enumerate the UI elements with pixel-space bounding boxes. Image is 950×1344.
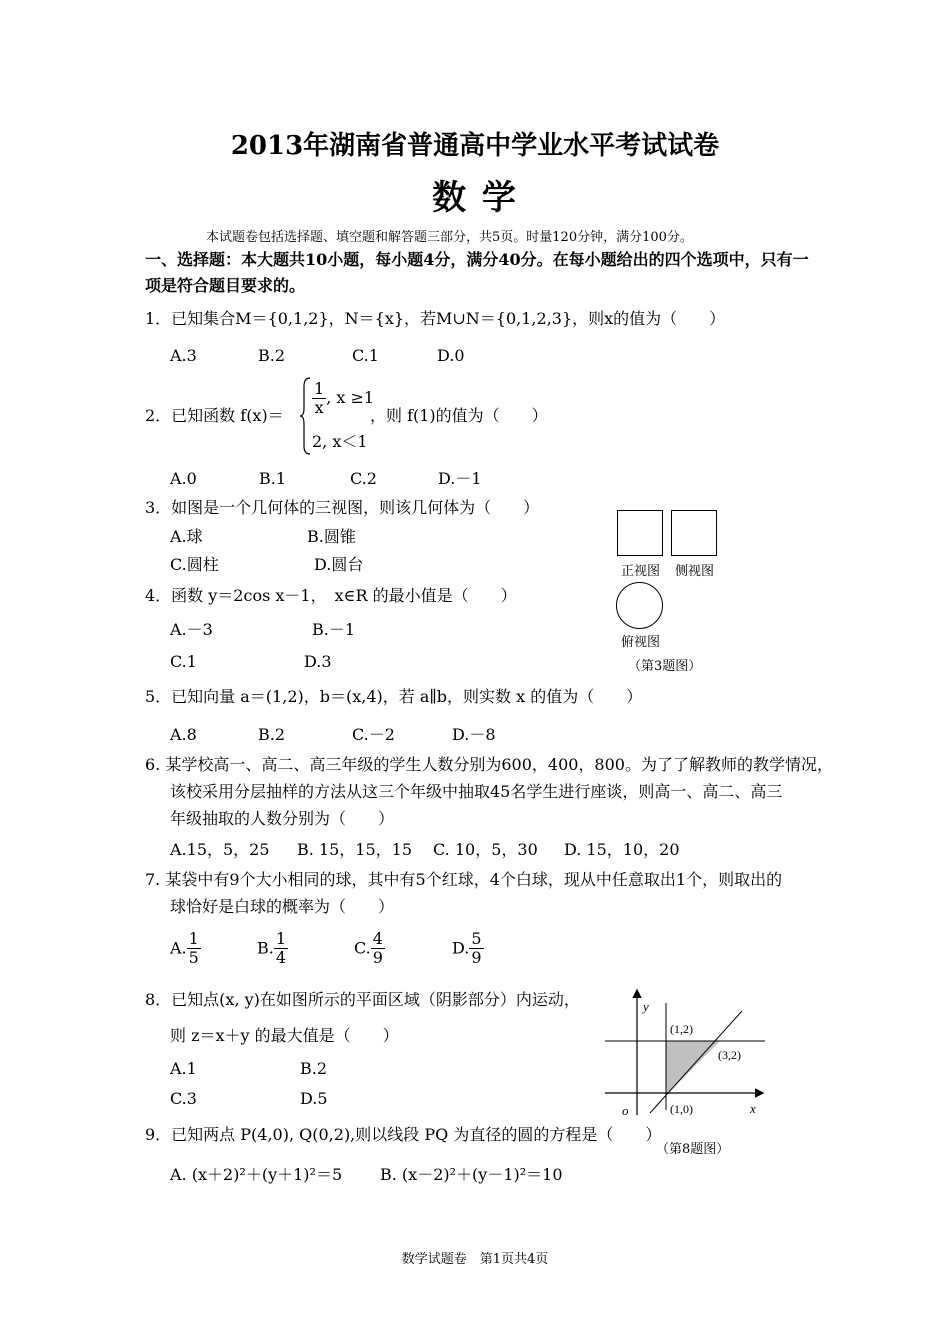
q4-option-b: B.－1 xyxy=(312,620,356,639)
q4-option-a: A.－3 xyxy=(170,620,213,639)
q6-option-c: C. 10，5，30 xyxy=(433,840,538,859)
q3-top-view-circle xyxy=(616,582,663,629)
q6-stem-line2: 该校采用分层抽样的方法从这三个年级中抽取45名学生进行座谈，则高一、高二、高三 xyxy=(170,782,783,801)
q7-stem-line2: 球恰好是白球的概率为（ ） xyxy=(170,897,395,916)
q3-side-view-square xyxy=(671,510,717,556)
q7-option-c-label: C. xyxy=(354,938,371,958)
q8-region-figure xyxy=(600,985,780,1125)
q3-top-view-label: 俯视图 xyxy=(621,635,661,650)
q6-option-d: D. 15，10，20 xyxy=(564,840,680,859)
q1-option-d: D.0 xyxy=(437,346,465,365)
q8-x-label: x xyxy=(750,1101,756,1116)
page-footer: 数学试题卷 第1页共4页 xyxy=(401,1252,549,1267)
q2-option-c: C.2 xyxy=(350,469,377,488)
q7-option-d xyxy=(452,930,484,967)
q7-option-c xyxy=(354,930,385,967)
q9-option-b: B. (x－2)²＋(y－1)²＝10 xyxy=(380,1165,563,1184)
q2-case1-cond: , x ≥1 xyxy=(326,388,375,407)
q7-option-b xyxy=(257,930,288,967)
q7-option-a-label: A. xyxy=(170,938,187,958)
q3-option-a: A.球 xyxy=(170,527,203,546)
q6-stem-line1: 6. 某学校高一、高二、高三年级的学生人数分别为600，400，800。为了了解教师的教学情况， xyxy=(145,755,833,774)
q8-option-b: B.2 xyxy=(300,1059,328,1078)
q2-piecewise-brace xyxy=(300,376,312,456)
q6-option-a: A.15，5，25 xyxy=(170,840,270,859)
q3-option-c: C.圆柱 xyxy=(170,555,219,574)
q1-option-c: C.1 xyxy=(352,346,379,365)
q2-case2: 2, x＜1 xyxy=(312,432,368,451)
q6-option-b: B. 15，15，15 xyxy=(297,840,413,859)
section-heading-line2: 项是符合题目要求的。 xyxy=(145,276,306,295)
q7-option-b-label: B. xyxy=(257,938,274,958)
q5-stem: 5．已知向量 a＝(1,2)，b＝(x,4)，若 a∥b，则实数 x 的值为（ ） xyxy=(145,687,643,706)
q8-point3-label: (1,0) xyxy=(670,1102,693,1116)
exam-title: 2013年湖南省普通高中学业水平考试试卷 xyxy=(230,131,720,161)
q7-option-b-den: 4 xyxy=(275,948,287,967)
q8-stem-line2: 则 z＝x＋y 的最大值是（ ） xyxy=(170,1026,399,1045)
q3-side-view-label: 侧视图 xyxy=(675,564,715,579)
q8-option-d: D.5 xyxy=(300,1089,328,1108)
q8-origin-label: o xyxy=(622,1103,629,1118)
q8-stem-line1: 8．已知点(x, y)在如图所示的平面区域（阴影部分）内运动， xyxy=(145,990,580,1009)
q7-option-a xyxy=(170,930,201,967)
q8-option-c: C.3 xyxy=(170,1089,197,1108)
q1-stem: 1．已知集合M＝{0,1,2}，N＝{x}，若M∪N＝{0,1,2,3}，则x的值为（ ） xyxy=(145,309,726,328)
q5-option-b: B.2 xyxy=(258,725,286,744)
q7-option-a-den: 5 xyxy=(188,948,199,967)
q3-front-view-square xyxy=(617,510,663,556)
q9-stem: 9．已知两点 P(4,0), Q(0,2),则以线段 PQ 为直径的圆的方程是（ ） xyxy=(145,1125,662,1144)
q4-stem: 4．函数 y＝2cos x－1， x∈R 的最小值是（ ） xyxy=(145,586,517,605)
q2-option-b: B.1 xyxy=(259,469,287,488)
q3-option-b: B.圆锥 xyxy=(307,527,356,546)
subject-title: 数 学 xyxy=(432,178,518,218)
q2-suffix: ，则 f(1)的值为（ ） xyxy=(370,406,548,425)
q3-front-view-label: 正视图 xyxy=(621,564,661,579)
q5-option-a: A.8 xyxy=(170,725,197,744)
q8-option-a: A.1 xyxy=(170,1059,197,1078)
q1-option-a: A.3 xyxy=(170,346,197,365)
q8-y-label: y xyxy=(643,999,649,1014)
q7-option-d-num: 5 xyxy=(471,929,482,948)
q7-option-c-den: 9 xyxy=(372,948,383,967)
q5-option-d: D.－8 xyxy=(452,725,496,744)
q3-option-d: D.圆台 xyxy=(314,555,364,574)
q1-option-b: B.2 xyxy=(258,346,286,365)
q2-prefix: 2．已知函数 f(x)＝ xyxy=(145,406,284,425)
q5-option-c: C.－2 xyxy=(352,725,395,744)
exam-note: 本试题卷包括选择题、填空题和解答题三部分，共5页。时量120分钟，满分100分。 xyxy=(206,230,693,245)
q9-option-a: A. (x＋2)²＋(y＋1)²＝5 xyxy=(170,1165,343,1184)
q2-case1-den: x xyxy=(314,398,324,417)
q7-option-b-num: 1 xyxy=(275,929,287,948)
q3-figure-caption: （第3题图） xyxy=(628,659,702,674)
q7-stem-line1: 7. 某袋中有9个大小相同的球，其中有5个红球，4个白球，现从中任意取出1个，则取出的 xyxy=(145,870,783,889)
q3-stem: 3．如图是一个几何体的三视图，则该几何体为（ ） xyxy=(145,498,540,517)
q8-point1-label: (1,2) xyxy=(670,1022,693,1036)
q7-option-d-den: 9 xyxy=(471,948,482,967)
q2-case1 xyxy=(312,380,374,417)
q4-option-c: C.1 xyxy=(170,652,197,671)
section-heading-line1: 一、选择题：本大题共10小题，每小题4分，满分40分。在每小题给出的四个选项中，只有一 xyxy=(145,250,809,269)
q2-option-a: A.0 xyxy=(170,469,197,488)
q2-case1-num: 1 xyxy=(314,379,325,398)
q7-option-d-label: D. xyxy=(452,938,470,958)
q7-option-a-num: 1 xyxy=(188,929,199,948)
q4-option-d: D.3 xyxy=(304,652,332,671)
q8-figure-caption: （第8题图） xyxy=(656,1142,730,1157)
q8-point2-label: (3,2) xyxy=(718,1048,741,1062)
q8-line-diagonal xyxy=(650,1011,742,1113)
q6-stem-line3: 年级抽取的人数分别为（ ） xyxy=(170,809,395,828)
q2-option-d: D.－1 xyxy=(438,469,482,488)
q7-option-c-num: 4 xyxy=(372,929,383,948)
